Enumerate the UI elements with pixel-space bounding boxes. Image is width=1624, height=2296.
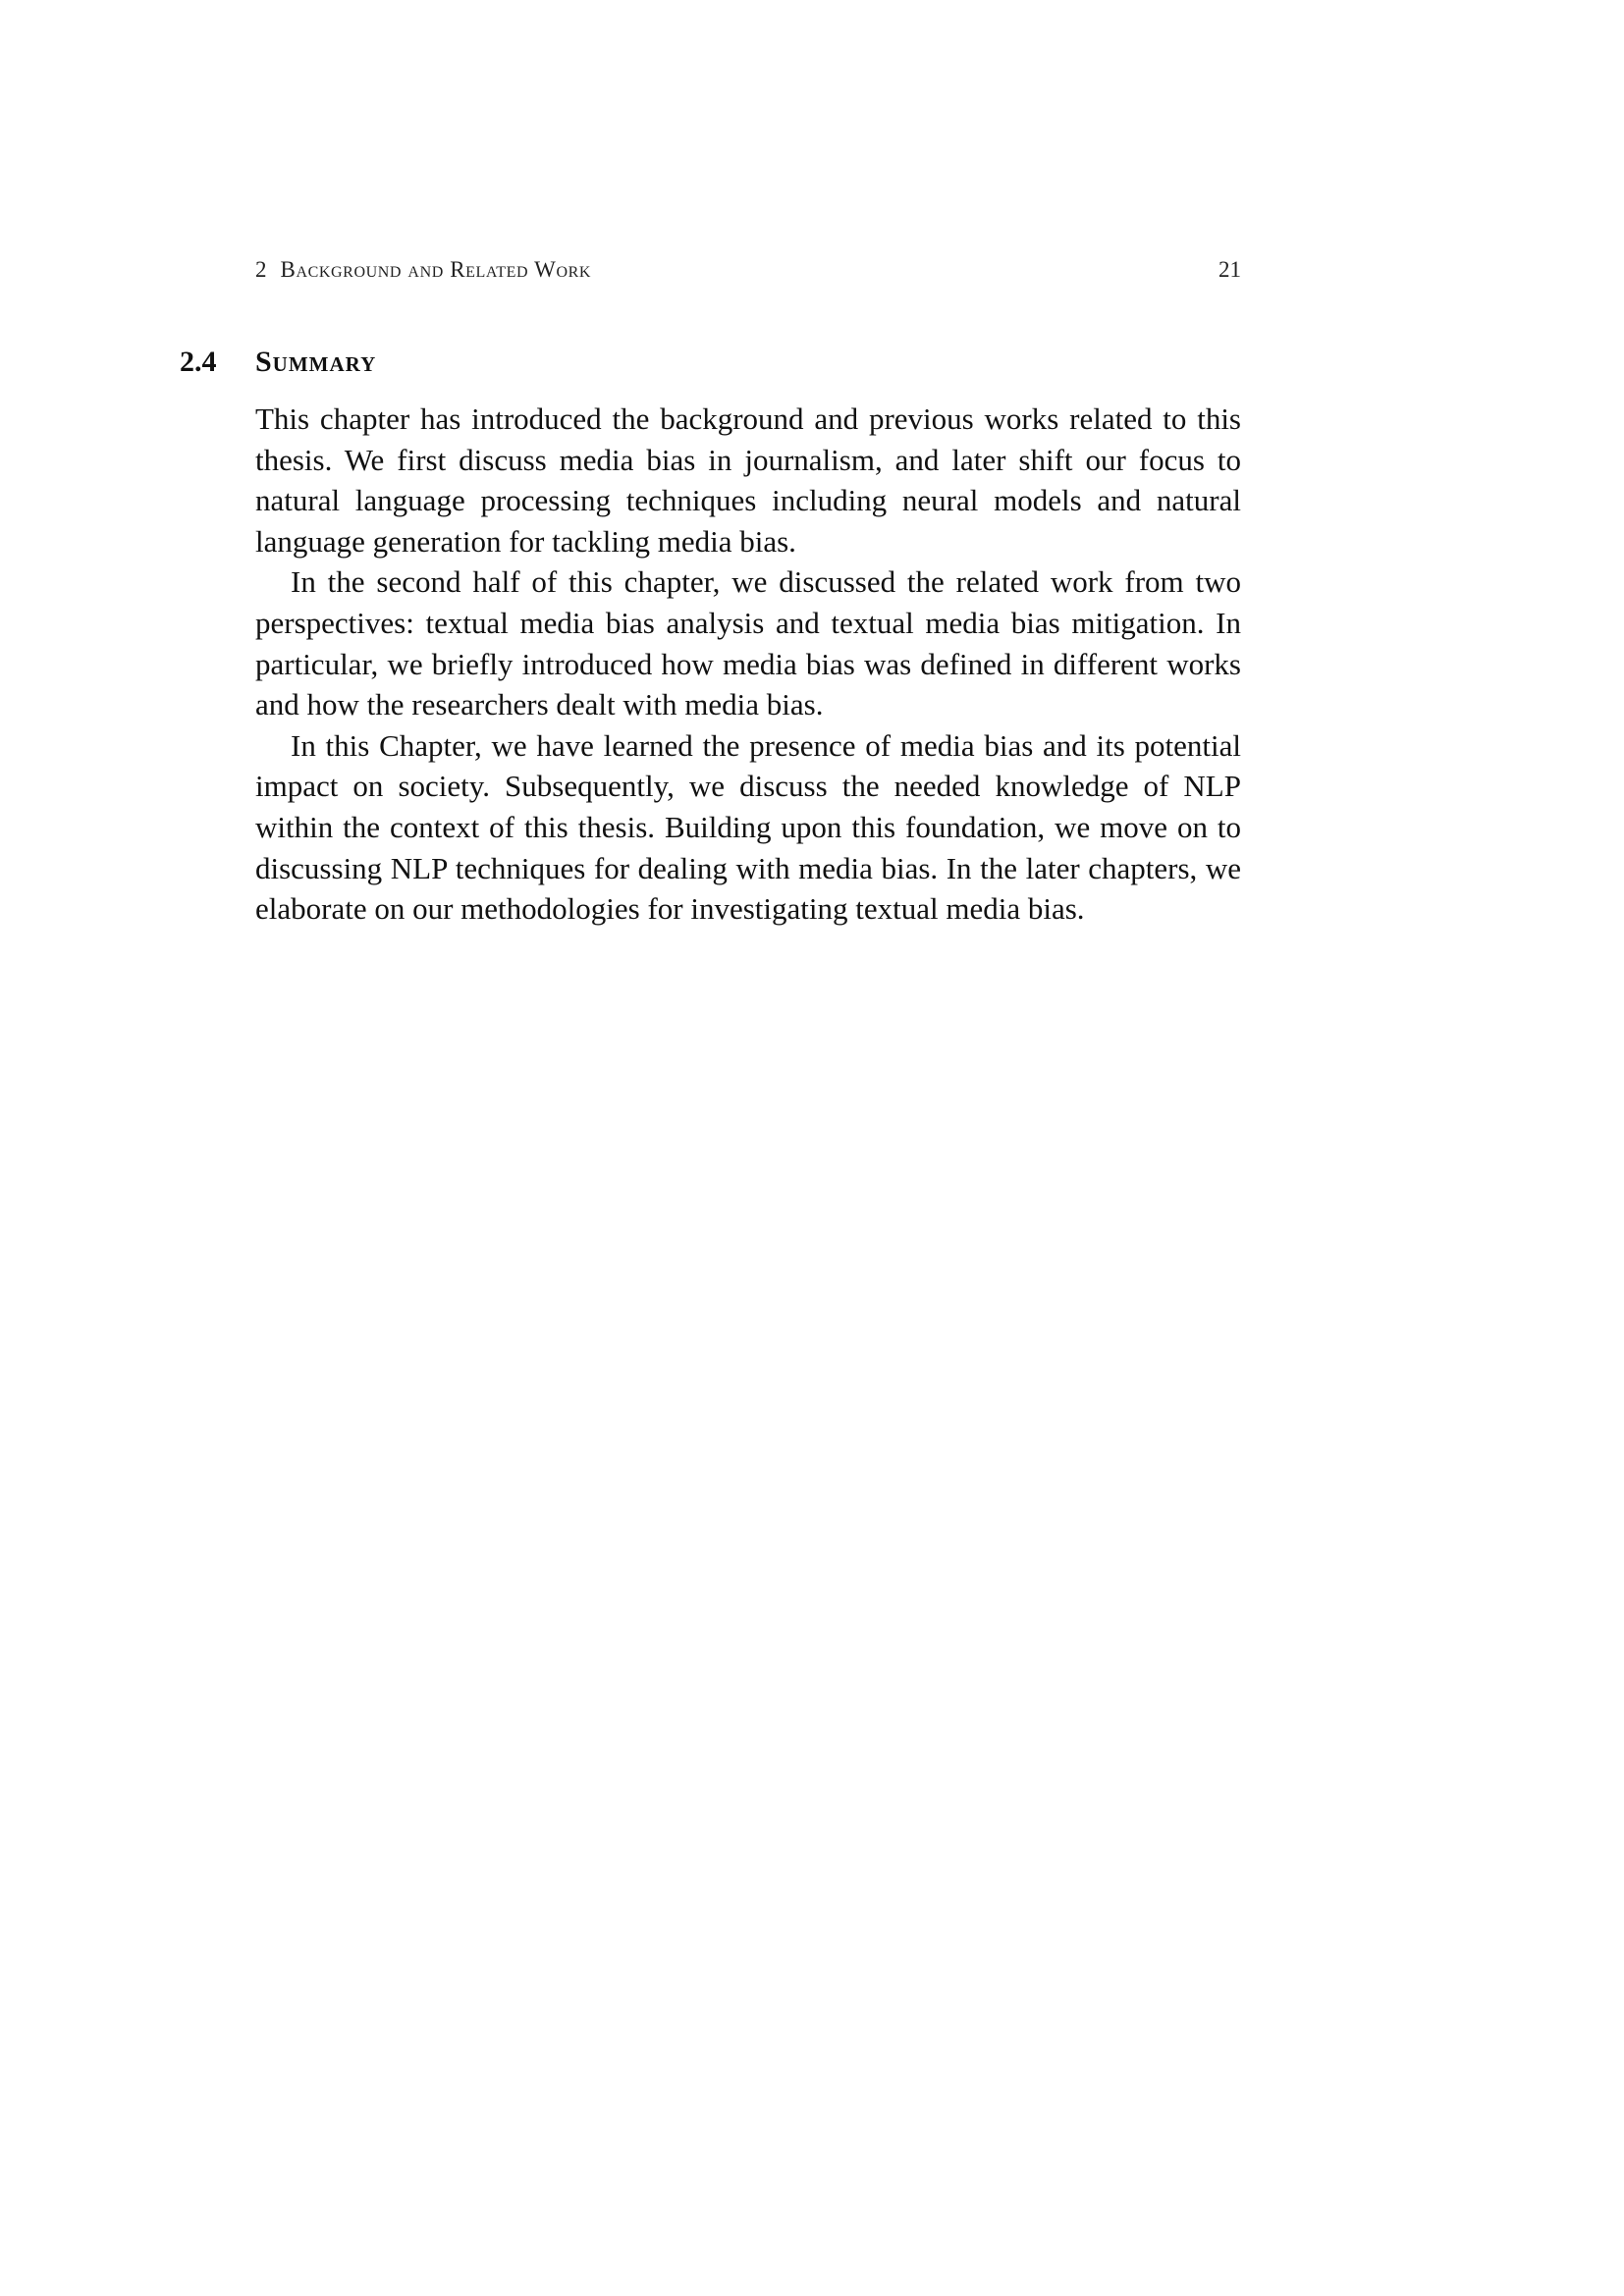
section-body [255,399,1241,930]
paragraph: This chapter has introduced the background and previous works related to this thesis. We first discuss media bias in journalism, and later shift our focus to natural language processing techniques including neural models and natural language generation for tackling media bias. [255,401,1241,559]
section-heading [180,346,1260,385]
running-header [255,257,1241,289]
paragraph: In this Chapter, we have learned the presence of media bias and its potential impact on society. Subsequently, we discuss the needed knowledge of NLP within the context of this thesis. Building upon this foundation, we move on to discussing NLP techniques for dealing with media bias. In the later chapters, we elaborate on our methodologies for investigating textual media bias. [255,727,1241,927]
chapter-number: 2 [255,257,267,282]
page-number: 21 [1218,257,1241,282]
section-number: 2.4 [180,346,217,378]
section-title: Summary [255,346,377,378]
paragraph: In the second half of this chapter, we discussed the related work from two perspectives: textual media bias analysis and textual media bias mitigation. In particular, we briefly introduced how media bias was defined in different works and how the researchers dealt with media bias. [255,564,1241,722]
chapter-title: Background and Related Work [280,257,592,282]
running-chapter-title [255,257,591,283]
